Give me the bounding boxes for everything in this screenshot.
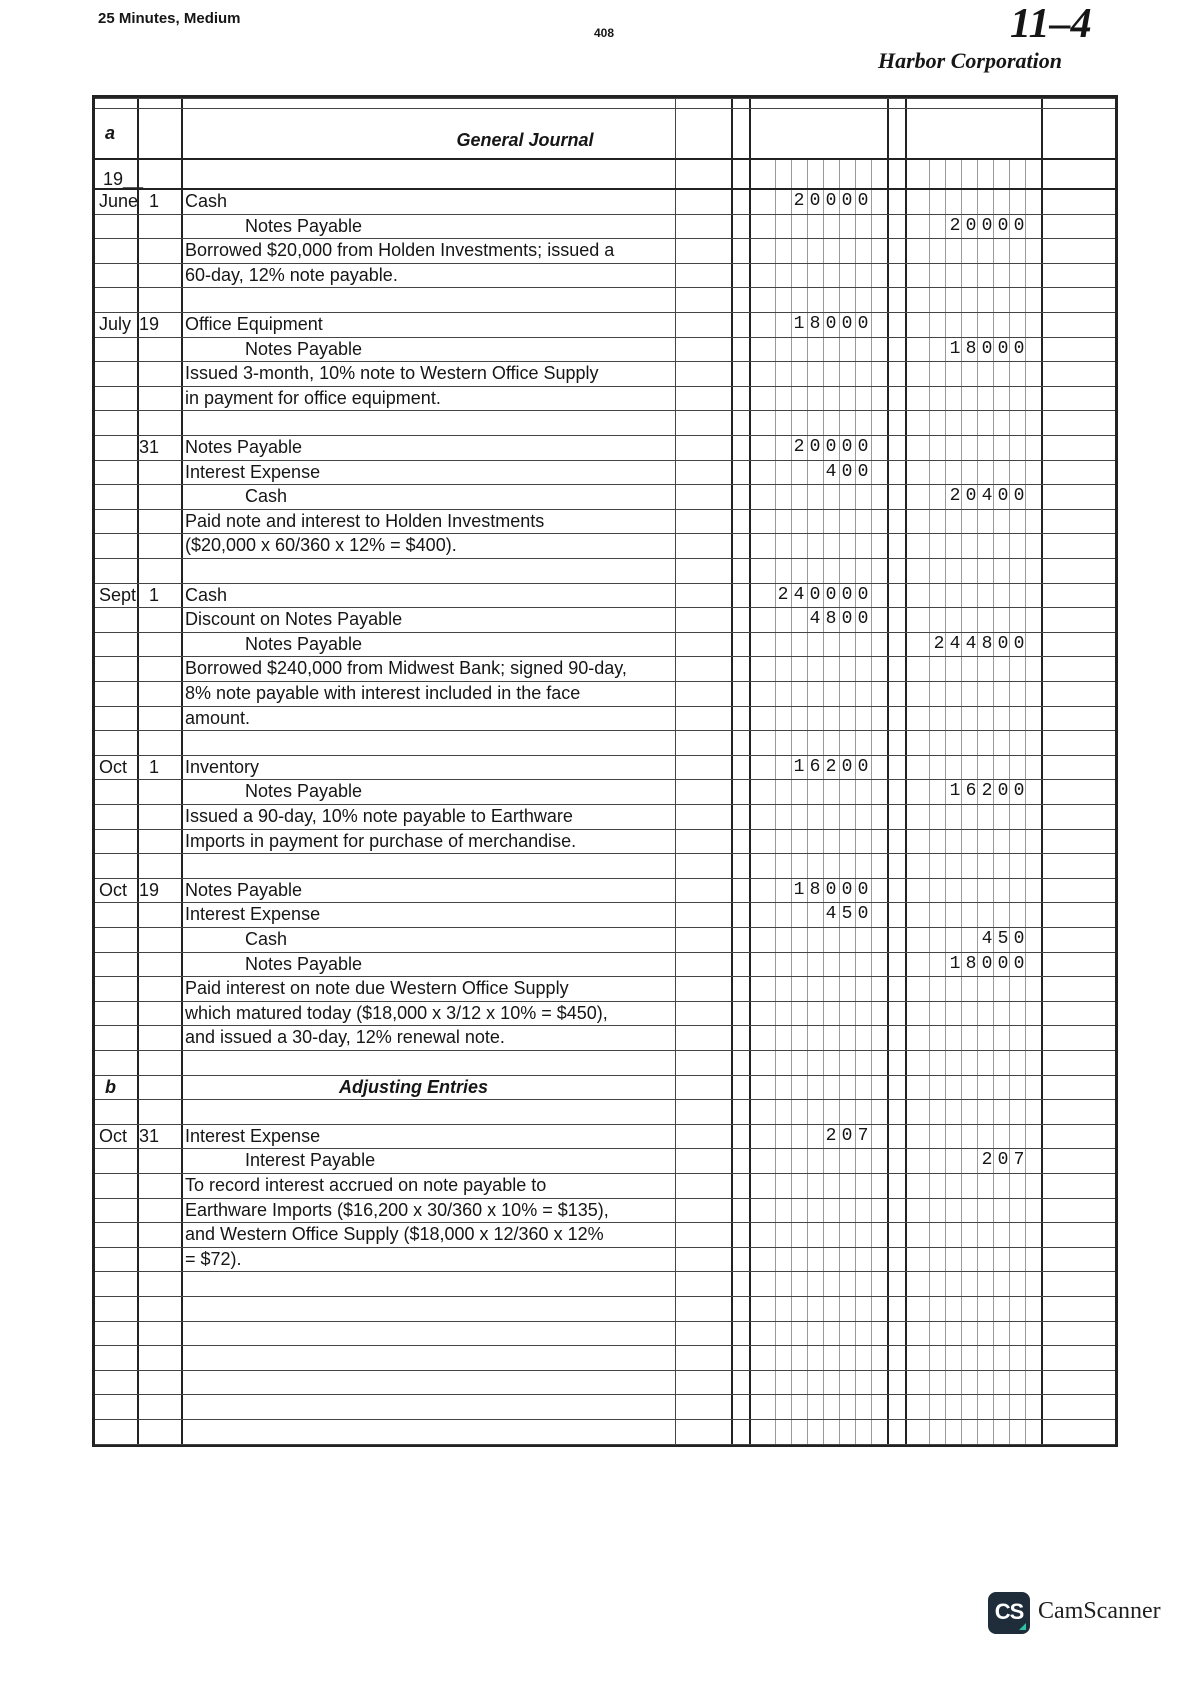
row-rule [95,460,1115,461]
entry-line-text: Cash [245,929,288,949]
digit-guide [945,158,946,1444]
row-rule [95,1222,1115,1223]
debit-amount: 2 0 7 [825,1125,869,1146]
digit-guide [977,158,978,1444]
row-rule [95,632,1115,633]
entry-line-text: Cash [185,584,228,605]
entry-line-text: 60-day, 12% note payable. [185,264,398,285]
row-rule [95,730,1115,731]
row-rule [95,287,1115,288]
row-rule [95,1345,1115,1346]
row-rule [95,1419,1115,1420]
entry-line-text: 8% note payable with interest included in the face [185,683,581,703]
debit-amount: 2 0 0 0 0 [793,191,869,211]
entry-line-text: Interest Expense [185,1125,321,1146]
digit-guide [1025,158,1026,1444]
row-rule [95,976,1115,977]
debit-amount: 4 0 0 [825,461,869,482]
entry-line-text: Borrowed $240,000 from Midwest Bank; signed 90-day, [185,658,627,679]
column-rule [887,98,889,1444]
row-rule [95,1444,1115,1445]
row-rule [95,337,1115,338]
entry-line-text: Interest Expense [185,461,321,482]
debit-amount: 4 5 0 [825,904,869,925]
row-rule [95,1124,1115,1125]
row-rule [95,1050,1115,1051]
entry-line-text: Earthware Imports ($16,200 x 30/360 x 10% = $135), [185,1199,609,1220]
entry-line-text: Paid note and interest to Holden Investments [185,510,545,531]
digit-guide [807,158,808,1444]
header-rule [95,108,1115,109]
entry-line-text: Imports in payment for purchase of merchandise. [185,830,577,851]
credit-amount: 2 0 0 0 0 [949,215,1025,236]
entry-line-text: amount. [185,707,251,728]
entry-line-text: To record interest accrued on note payable to [185,1175,547,1195]
entry-line-text: Borrowed $20,000 from Holden Investments; issued a [185,240,615,261]
row-rule [95,1271,1115,1272]
entry-month: Oct [99,879,128,900]
entry-month: Oct [99,1125,128,1146]
digit-guide [823,158,824,1444]
row-rule [95,238,1115,239]
row-rule [95,1075,1115,1076]
credit-amount: 1 6 2 0 0 [949,781,1025,802]
entry-day: 19 [139,879,160,900]
row-rule [95,484,1115,485]
camscanner-brand: CamScanner [1038,1598,1161,1624]
row-rule [95,829,1115,830]
debit-amount: 1 8 0 0 0 [793,314,869,334]
row-rule [95,607,1115,608]
digit-guide [871,158,872,1444]
column-rule [731,98,733,1444]
part-a-label: a [105,123,116,143]
digit-guide [855,158,856,1444]
row-rule [95,952,1115,953]
row-rule [95,1296,1115,1297]
row-rule [95,927,1115,928]
column-rule [181,98,183,1444]
row-rule [95,263,1115,264]
company-name: Harbor Corporation [878,48,1062,73]
row-rule [95,361,1115,362]
digit-guide [929,158,930,1444]
row-rule [95,1025,1115,1026]
row-rule [95,410,1115,411]
row-rule [95,509,1115,510]
entry-line-text: Notes Payable [245,781,363,802]
digit-guide [993,158,994,1444]
credit-amount: 2 0 4 0 0 [949,486,1025,507]
row-rule [95,558,1115,559]
header-rule [95,158,1115,160]
header-rule [95,98,1115,99]
page-number: 408 [594,26,615,40]
entry-month: July [99,314,132,334]
entry-day: 31 [139,1125,160,1146]
credit-amount: 1 8 0 0 0 [949,338,1025,359]
entry-line-text: Notes Payable [245,953,363,974]
entry-month: June [99,191,139,211]
entry-line-text: and Western Office Supply ($18,000 x 12/360 x 12% [185,1224,604,1245]
entry-line-text: Issued a 90-day, 10% note payable to Earthware [185,806,573,826]
adjusting-entries-title: Adjusting Entries [339,1076,489,1097]
entry-day: 1 [149,584,160,605]
entry-line-text: Issued 3-month, 10% note to Western Office Supply [185,363,599,384]
entry-line-text: Paid interest on note due Western Office Supply [185,978,569,999]
row-rule [95,1148,1115,1149]
row-rule [95,583,1115,584]
entry-line-text: = $72). [185,1248,242,1269]
entry-day: 1 [149,191,160,211]
entry-line-text: which matured today ($18,000 x 3/12 x 10% = $450), [185,1002,608,1023]
entry-line-text: Interest Expense [185,904,321,925]
row-rule [95,1173,1115,1174]
entry-line-text: Discount on Notes Payable [185,609,403,630]
row-rule [95,1099,1115,1100]
debit-amount: 1 6 2 0 0 [793,756,869,777]
column-rule [905,98,907,1444]
row-rule [95,386,1115,387]
year-label: 19__ [103,169,144,189]
digit-guide [961,158,962,1444]
digit-guide [775,158,776,1444]
credit-amount: 1 8 0 0 0 [949,953,1025,974]
row-rule [95,214,1115,215]
credit-amount: 4 5 0 [981,929,1025,949]
entry-line-text: Cash [245,486,288,507]
entry-line-text: Notes Payable [185,437,303,457]
row-rule [95,706,1115,707]
entry-day: 19 [139,314,160,334]
row-rule [95,755,1115,756]
problem-number: 11–4 [1010,1,1092,47]
entry-line-text: Notes Payable [245,338,363,359]
digit-guide [839,158,840,1444]
time-difficulty: 25 Minutes, Medium [98,10,241,27]
row-rule [95,1198,1115,1199]
row-rule [95,1370,1115,1371]
debit-amount: 2 0 0 0 0 [793,437,869,457]
row-rule [95,1321,1115,1322]
column-rule [749,98,751,1444]
debit-amount: 2 4 0 0 0 0 [777,584,869,605]
column-rule [675,98,676,1444]
debit-amount: 4 8 0 0 [809,609,869,630]
part-b-label: b [105,1076,116,1097]
row-rule [95,1001,1115,1002]
row-rule [95,804,1115,805]
entry-line-text: Notes Payable [185,879,303,900]
entry-line-text: Notes Payable [245,215,363,236]
row-rule [95,681,1115,682]
entry-line-text: Cash [185,191,228,211]
row-rule [95,656,1115,657]
entry-line-text: in payment for office equipment. [185,387,441,408]
entry-line-text: Office Equipment [185,314,323,334]
row-rule [95,435,1115,436]
header-rule [95,188,1115,190]
row-rule [95,779,1115,780]
entry-line-text: ($20,000 x 60/360 x 12% = $400). [185,535,457,556]
entry-line-text: and issued a 30-day, 12% renewal note. [185,1027,505,1048]
digit-guide [791,158,792,1444]
column-rule [137,98,139,1444]
entry-line-text: Notes Payable [245,633,363,654]
general-journal-sheet [92,95,1118,1447]
credit-amount: 2 0 7 [981,1150,1025,1171]
row-rule [95,878,1115,879]
entry-month: Sept [99,584,137,605]
entry-line-text: Interest Payable [245,1150,376,1171]
entry-line-text: Inventory [185,756,260,777]
row-rule [95,902,1115,903]
row-rule [95,1247,1115,1248]
column-rule [1041,98,1043,1444]
entry-day: 1 [149,756,160,777]
row-rule [95,312,1115,313]
entry-day: 31 [139,437,160,457]
camscanner-logo: CS [988,1592,1030,1634]
debit-amount: 1 8 0 0 0 [793,879,869,900]
row-rule [95,1394,1115,1395]
row-rule [95,533,1115,534]
entry-month: Oct [99,756,128,777]
credit-amount: 2 4 4 8 0 0 [933,633,1025,654]
digit-guide [1009,158,1010,1444]
journal-title: General Journal [456,130,594,150]
row-rule [95,853,1115,854]
